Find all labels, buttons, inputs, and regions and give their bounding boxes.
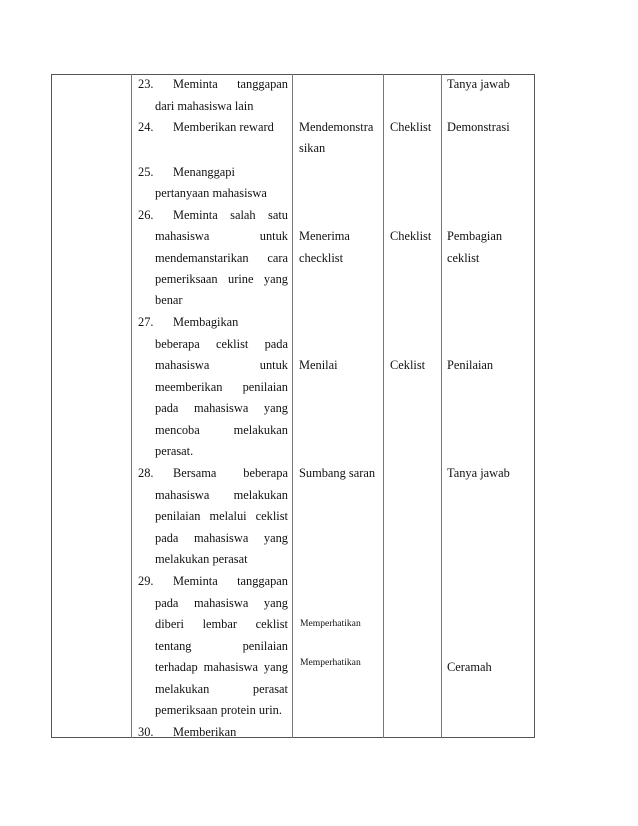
word: mahasiswa (203, 660, 258, 674)
word: mahasiswa (193, 596, 249, 610)
method-line: Tanya jawab (447, 466, 510, 480)
media-cell: Ceklist (390, 358, 426, 372)
word: penilaian (242, 639, 288, 653)
word: cara (267, 251, 288, 265)
word: meemberikan (155, 380, 223, 394)
word: melakukan (233, 488, 288, 502)
word: mahasiswa (155, 358, 210, 372)
word: diberi (155, 617, 184, 631)
word: perasat (252, 682, 288, 696)
word: pada (155, 531, 179, 545)
activity-line (155, 251, 288, 265)
item-number: 26. (138, 208, 154, 222)
activity-line (155, 509, 288, 523)
student-activity-line: Menilai (299, 358, 338, 372)
word: yang (263, 272, 288, 286)
activity-line: dari mahasiswa lain (155, 99, 254, 113)
activity-line (155, 423, 288, 437)
activity-line (155, 596, 288, 610)
word: mahasiswa (193, 531, 249, 545)
word: Meminta (173, 208, 218, 222)
activity-line: Menanggapi (173, 165, 235, 179)
item-number: 30. (138, 725, 154, 739)
word: yang (263, 596, 288, 610)
word: salah (230, 208, 256, 222)
activity-line (155, 488, 288, 502)
word: mahasiswa (193, 401, 249, 415)
activity-line (155, 380, 288, 394)
method-line: Ceramah (447, 660, 492, 674)
column-divider-2 (292, 74, 293, 738)
table-frame (51, 74, 535, 738)
word: pada (155, 401, 179, 415)
column-divider-3 (383, 74, 384, 738)
word: penilaian (242, 380, 288, 394)
activity-line (155, 660, 288, 674)
activity-line: Memberikan reward (173, 120, 274, 134)
item-number: 23. (138, 77, 154, 91)
word: urine (228, 272, 254, 286)
method-line: ceklist (447, 251, 480, 265)
word: pemeriksaan (155, 272, 218, 286)
word: mahasiswa (155, 488, 210, 502)
word: mendemanstarikan (155, 251, 249, 265)
item-number: 29. (138, 574, 154, 588)
student-activity-line: Sumbang saran (299, 466, 376, 480)
word: tanggapan (237, 77, 288, 91)
method-line: Demonstrasi (447, 120, 510, 134)
word: ceklist (255, 509, 288, 523)
item-number: 25. (138, 165, 154, 179)
word: Bersama (173, 466, 217, 480)
word: tentang (155, 639, 192, 653)
method-line: Tanya jawab (447, 77, 510, 91)
word: melakukan (155, 682, 210, 696)
activity-line: Membagikan (173, 315, 239, 329)
student-activity-line: checklist (299, 251, 344, 265)
student-activity-line: Mendemonstra (299, 120, 374, 134)
activity-line (155, 358, 288, 372)
word: lembar (202, 617, 237, 631)
word: yang (263, 531, 288, 545)
word: terhadap (155, 660, 198, 674)
word: mahasiswa (155, 229, 210, 243)
activity-line: melakukan perasat (155, 552, 248, 566)
activity-line: Memberikan (173, 725, 237, 739)
activity-line (155, 337, 288, 351)
word: ceklist (215, 337, 249, 351)
word: untuk (259, 229, 288, 243)
media-cell: Cheklist (390, 229, 432, 243)
activity-line: benar (155, 293, 183, 307)
column-divider-4 (441, 74, 442, 738)
activity-line: pemeriksaan protein urin. (155, 703, 282, 717)
activity-line (155, 401, 288, 415)
word: pada (264, 337, 288, 351)
media-cell: Cheklist (390, 120, 432, 134)
item-number: 28. (138, 466, 154, 480)
activity-line (155, 639, 288, 653)
word: ceklist (255, 617, 288, 631)
word: melalui (209, 509, 247, 523)
word: pada (155, 596, 179, 610)
word: yang (263, 660, 288, 674)
word: yang (263, 401, 288, 415)
activity-line (155, 229, 288, 243)
activity-line (173, 466, 288, 480)
student-activity-line: Menerima (299, 229, 350, 243)
activity-line (173, 208, 288, 222)
word: beberapa (155, 337, 200, 351)
student-activity-line: Memperhatikan (300, 657, 361, 668)
activity-line: pertanyaan mahasiswa (155, 186, 267, 200)
activity-line (155, 617, 288, 631)
activity-line (155, 682, 288, 696)
activity-line (155, 531, 288, 545)
column-divider-1 (131, 74, 132, 738)
student-activity-line: sikan (299, 141, 326, 155)
word: beberapa (243, 466, 288, 480)
activity-line (173, 574, 288, 588)
method-line: Pembagian (447, 229, 503, 243)
word: mencoba (155, 423, 200, 437)
word: penilaian (155, 509, 201, 523)
activity-line: perasat. (155, 444, 194, 458)
method-line: Penilaian (447, 358, 494, 372)
word: untuk (259, 358, 288, 372)
activity-line (155, 272, 288, 286)
word: satu (268, 208, 288, 222)
student-activity-line: Memperhatikan (300, 618, 361, 629)
word: tanggapan (237, 574, 288, 588)
word: Meminta (173, 574, 218, 588)
item-number: 27. (138, 315, 154, 329)
activity-line (173, 77, 288, 91)
item-number: 24. (138, 120, 154, 134)
word: Meminta (173, 77, 218, 91)
word: melakukan (233, 423, 288, 437)
